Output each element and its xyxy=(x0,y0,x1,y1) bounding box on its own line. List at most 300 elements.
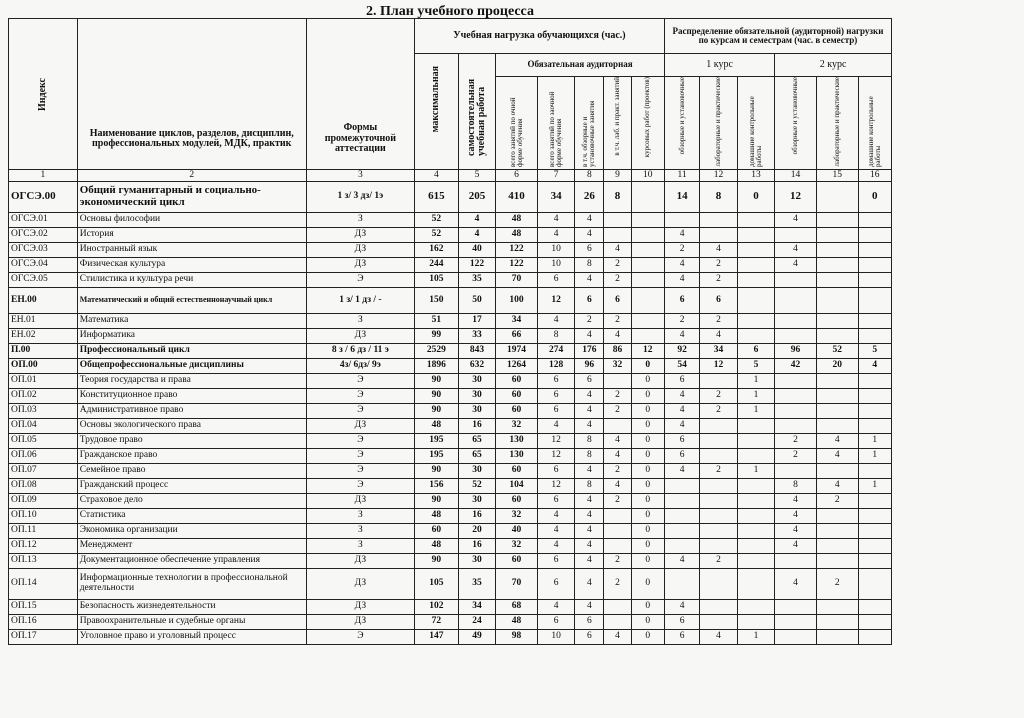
row-value: 162 xyxy=(415,243,459,258)
column-number: 10 xyxy=(631,170,664,182)
row-value xyxy=(816,273,858,288)
row-form: ДЗ xyxy=(306,569,414,600)
row-value xyxy=(737,273,774,288)
row-value: 35 xyxy=(458,273,495,288)
column-number: 5 xyxy=(458,170,495,182)
row-value: 2 xyxy=(604,314,631,329)
row-value xyxy=(604,509,631,524)
row-value: 8 xyxy=(700,182,737,213)
row-index: ОП.12 xyxy=(9,539,78,554)
header-incl-lectures: в т.ч. обзорные и установочные занятия xyxy=(575,77,604,170)
column-number: 8 xyxy=(575,170,604,182)
row-value: 156 xyxy=(415,479,459,494)
header-load: Учебная нагрузка обучающихся (час.) xyxy=(415,19,665,54)
row-value xyxy=(700,228,737,243)
row-value: 4 xyxy=(604,243,631,258)
row-value: 4 xyxy=(816,449,858,464)
column-number: 16 xyxy=(858,170,891,182)
row-value: 102 xyxy=(415,600,459,615)
row-index: ОП.10 xyxy=(9,509,78,524)
row-value xyxy=(858,524,891,539)
row-value: 5 xyxy=(737,359,774,374)
row-value xyxy=(775,600,817,615)
row-value xyxy=(604,524,631,539)
row-value xyxy=(737,419,774,434)
row-form: З xyxy=(306,524,414,539)
row-value xyxy=(664,479,699,494)
row-value: 48 xyxy=(415,509,459,524)
row-form: Э xyxy=(306,449,414,464)
row-value: 32 xyxy=(604,359,631,374)
row-index: ОП.13 xyxy=(9,554,78,569)
row-value xyxy=(816,258,858,273)
page-title: 2. План учебного процесса xyxy=(366,4,534,19)
row-value: 4 xyxy=(575,404,604,419)
row-value: 0 xyxy=(631,569,664,600)
row-value xyxy=(816,524,858,539)
header-index: Индекс xyxy=(9,19,78,170)
row-value xyxy=(858,374,891,389)
row-value xyxy=(816,228,858,243)
row-form: ДЗ xyxy=(306,554,414,569)
row-value: 244 xyxy=(415,258,459,273)
table-row xyxy=(9,228,892,243)
row-value: 99 xyxy=(415,329,459,344)
row-value: 65 xyxy=(458,449,495,464)
row-value: 4 xyxy=(700,243,737,258)
header-course2: 2 курс xyxy=(775,54,892,77)
row-value: 60 xyxy=(496,554,538,569)
row-name: Математика xyxy=(77,314,306,329)
row-value xyxy=(664,509,699,524)
table-row xyxy=(9,344,892,359)
row-value: 176 xyxy=(575,344,604,359)
row-value: 2 xyxy=(700,464,737,479)
column-number: 6 xyxy=(496,170,538,182)
row-value: 2 xyxy=(700,314,737,329)
row-value: 2 xyxy=(604,554,631,569)
row-index: ОГСЭ.01 xyxy=(9,213,78,228)
row-form: Э xyxy=(306,630,414,645)
row-value: 6 xyxy=(537,273,574,288)
row-value: 1 xyxy=(737,464,774,479)
row-name: Правоохранительные и судебные органы xyxy=(77,615,306,630)
header-self: самостоятельная учебная работа xyxy=(458,54,495,170)
row-name: Безопасность жизнедеятельности xyxy=(77,600,306,615)
row-value: 2 xyxy=(700,273,737,288)
row-value: 4 xyxy=(664,600,699,615)
row-value xyxy=(737,554,774,569)
table-row xyxy=(9,509,892,524)
row-value xyxy=(737,494,774,509)
header-name: Наименование циклов, разделов, дисциплин, профессиональных модулей, МДК, практик xyxy=(77,19,306,170)
row-value: 86 xyxy=(604,344,631,359)
row-form: 1 з/ 3 дз/ 1э xyxy=(306,182,414,213)
table-row xyxy=(9,569,892,600)
row-value: 70 xyxy=(496,273,538,288)
row-name: Общий гуманитарный и социально-экономический цикл xyxy=(77,182,306,213)
header-coursework: курсовых работ (проектов) xyxy=(631,77,664,170)
row-value: 52 xyxy=(816,344,858,359)
table-row xyxy=(9,359,892,374)
row-value: 4 xyxy=(664,228,699,243)
row-value: 1896 xyxy=(415,359,459,374)
row-value xyxy=(737,569,774,600)
row-value: 2 xyxy=(700,404,737,419)
row-value: 4 xyxy=(664,419,699,434)
row-value: 4 xyxy=(816,479,858,494)
row-value xyxy=(700,600,737,615)
row-value: 195 xyxy=(415,449,459,464)
row-value: 105 xyxy=(415,273,459,288)
row-value: 4 xyxy=(775,258,817,273)
row-value: 843 xyxy=(458,344,495,359)
header-distribution: Распределение обязательной (аудиторной) нагрузки по курсам и семестрам (час. в семестр) xyxy=(664,19,891,54)
row-value: 35 xyxy=(458,569,495,600)
row-value: 32 xyxy=(496,509,538,524)
row-value: 8 xyxy=(575,449,604,464)
row-value: 128 xyxy=(537,359,574,374)
header-full-time: всего занятий по очной форме обучения xyxy=(496,77,538,170)
row-value: 90 xyxy=(415,494,459,509)
row-value: 8 xyxy=(604,182,631,213)
row-form: З xyxy=(306,509,414,524)
row-value: 0 xyxy=(858,182,891,213)
row-form: 1 з/ 1 дз / - xyxy=(306,288,414,314)
row-value xyxy=(775,615,817,630)
row-value: 14 xyxy=(664,182,699,213)
row-name: Экономика организации xyxy=(77,524,306,539)
row-value: 40 xyxy=(458,243,495,258)
row-value: 122 xyxy=(496,243,538,258)
row-value: 34 xyxy=(700,344,737,359)
row-value: 105 xyxy=(415,569,459,600)
row-name: Гражданское право xyxy=(77,449,306,464)
row-index: ЕН.01 xyxy=(9,314,78,329)
row-value xyxy=(604,539,631,554)
row-value: 6 xyxy=(537,389,574,404)
row-value: 4 xyxy=(775,539,817,554)
row-value xyxy=(816,329,858,344)
table-row xyxy=(9,630,892,645)
row-value: 4 xyxy=(575,213,604,228)
row-value: 2 xyxy=(604,404,631,419)
row-value xyxy=(816,182,858,213)
row-value xyxy=(816,243,858,258)
row-value: 10 xyxy=(537,258,574,273)
row-value: 52 xyxy=(458,479,495,494)
row-name: Информатика xyxy=(77,329,306,344)
row-value: 6 xyxy=(537,494,574,509)
row-value xyxy=(858,273,891,288)
row-value: 4 xyxy=(664,389,699,404)
row-value: 4 xyxy=(537,314,574,329)
row-value xyxy=(631,228,664,243)
row-value: 49 xyxy=(458,630,495,645)
row-value: 30 xyxy=(458,554,495,569)
row-value: 1 xyxy=(858,434,891,449)
row-value: 6 xyxy=(664,615,699,630)
row-value xyxy=(700,524,737,539)
row-value xyxy=(631,213,664,228)
row-value: 98 xyxy=(496,630,538,645)
row-value: 104 xyxy=(496,479,538,494)
row-value: 8 xyxy=(575,479,604,494)
row-value: 60 xyxy=(496,389,538,404)
row-value: 4 xyxy=(664,464,699,479)
row-value: 26 xyxy=(575,182,604,213)
row-value: 6 xyxy=(700,288,737,314)
row-value: 92 xyxy=(664,344,699,359)
row-value xyxy=(816,213,858,228)
row-value xyxy=(700,615,737,630)
row-value xyxy=(700,509,737,524)
row-value: 4 xyxy=(537,509,574,524)
table-row xyxy=(9,258,892,273)
row-value: 1 xyxy=(858,449,891,464)
row-value: 122 xyxy=(458,258,495,273)
row-value: 2 xyxy=(604,569,631,600)
row-value: 4 xyxy=(575,569,604,600)
row-value xyxy=(816,554,858,569)
column-number-row xyxy=(9,170,892,182)
row-value: 0 xyxy=(631,524,664,539)
row-value: 60 xyxy=(496,494,538,509)
row-value xyxy=(858,288,891,314)
row-value: 4 xyxy=(575,539,604,554)
row-value: 2 xyxy=(700,554,737,569)
column-number: 9 xyxy=(604,170,631,182)
table-row xyxy=(9,273,892,288)
row-value xyxy=(816,374,858,389)
table-row xyxy=(9,213,892,228)
row-form: 4з/ 6дз/ 9э xyxy=(306,359,414,374)
row-form: З xyxy=(306,539,414,554)
row-value: 60 xyxy=(496,374,538,389)
row-value: 0 xyxy=(631,374,664,389)
row-name: Профессиональный цикл xyxy=(77,344,306,359)
row-value xyxy=(737,479,774,494)
row-value: 4 xyxy=(575,273,604,288)
row-index: ЕН.00 xyxy=(9,288,78,314)
row-value: 16 xyxy=(458,539,495,554)
row-value xyxy=(816,539,858,554)
row-value: 1974 xyxy=(496,344,538,359)
row-value: 30 xyxy=(458,404,495,419)
row-value: 4 xyxy=(604,434,631,449)
header-part-time: всего занятий по заочной форме обучения xyxy=(537,77,574,170)
row-index: ОП.04 xyxy=(9,419,78,434)
row-value: 12 xyxy=(537,434,574,449)
row-value: 6 xyxy=(664,374,699,389)
row-value: 90 xyxy=(415,389,459,404)
table-row xyxy=(9,389,892,404)
row-form: ДЗ xyxy=(306,600,414,615)
row-value: 2 xyxy=(700,258,737,273)
row-value: 2 xyxy=(700,389,737,404)
row-value xyxy=(700,419,737,434)
row-value: 615 xyxy=(415,182,459,213)
row-value: 30 xyxy=(458,374,495,389)
row-value: 4 xyxy=(664,554,699,569)
row-value: 6 xyxy=(537,464,574,479)
row-value: 4 xyxy=(575,329,604,344)
row-value: 54 xyxy=(664,359,699,374)
row-form: Э xyxy=(306,374,414,389)
row-value: 8 xyxy=(575,258,604,273)
row-value: 90 xyxy=(415,464,459,479)
row-value: 0 xyxy=(631,600,664,615)
row-value: 12 xyxy=(537,288,574,314)
row-value: 2 xyxy=(604,494,631,509)
row-index: ОП.01 xyxy=(9,374,78,389)
row-value: 10 xyxy=(537,243,574,258)
row-value: 4 xyxy=(664,258,699,273)
row-value xyxy=(775,389,817,404)
row-value xyxy=(631,314,664,329)
row-value xyxy=(737,228,774,243)
row-value xyxy=(631,273,664,288)
row-value: 4 xyxy=(775,494,817,509)
row-form: ДЗ xyxy=(306,494,414,509)
row-value: 20 xyxy=(458,524,495,539)
row-value xyxy=(737,449,774,464)
row-value xyxy=(700,479,737,494)
table-row xyxy=(9,449,892,464)
row-value: 6 xyxy=(664,449,699,464)
row-value: 72 xyxy=(415,615,459,630)
row-value xyxy=(858,554,891,569)
row-value xyxy=(775,464,817,479)
row-value: 6 xyxy=(537,569,574,600)
row-value xyxy=(775,329,817,344)
row-value xyxy=(700,569,737,600)
row-value: 4 xyxy=(775,509,817,524)
row-value: 4 xyxy=(664,273,699,288)
row-value: 6 xyxy=(575,630,604,645)
row-value: 34 xyxy=(496,314,538,329)
row-value xyxy=(816,419,858,434)
row-value: 30 xyxy=(458,389,495,404)
row-value xyxy=(858,419,891,434)
row-form: ДЗ xyxy=(306,243,414,258)
row-value xyxy=(858,509,891,524)
row-value: 8 xyxy=(775,479,817,494)
row-value: 4 xyxy=(664,404,699,419)
row-value: 0 xyxy=(631,509,664,524)
row-value xyxy=(737,539,774,554)
row-value xyxy=(631,288,664,314)
row-value xyxy=(700,213,737,228)
row-value: 6 xyxy=(575,243,604,258)
row-value: 16 xyxy=(458,419,495,434)
row-value xyxy=(700,449,737,464)
row-value: 4 xyxy=(458,213,495,228)
row-value: 48 xyxy=(496,213,538,228)
row-value xyxy=(816,600,858,615)
row-index: ОГСЭ.04 xyxy=(9,258,78,273)
row-value: 34 xyxy=(537,182,574,213)
row-value: 0 xyxy=(631,404,664,419)
row-value: 96 xyxy=(575,359,604,374)
row-value: 1 xyxy=(737,630,774,645)
row-value xyxy=(858,228,891,243)
row-value: 4 xyxy=(858,359,891,374)
row-value: 2 xyxy=(604,389,631,404)
row-value: 12 xyxy=(700,359,737,374)
row-value: 10 xyxy=(537,630,574,645)
row-value: 8 xyxy=(575,434,604,449)
row-value xyxy=(631,329,664,344)
row-value: 96 xyxy=(775,344,817,359)
row-value: 2 xyxy=(816,569,858,600)
row-value: 4 xyxy=(604,630,631,645)
header-max: максимальная xyxy=(415,54,459,170)
row-value: 130 xyxy=(496,434,538,449)
row-value: 122 xyxy=(496,258,538,273)
row-value: 52 xyxy=(415,213,459,228)
row-value: 60 xyxy=(496,464,538,479)
row-form: ДЗ xyxy=(306,329,414,344)
row-value: 4 xyxy=(575,419,604,434)
row-value xyxy=(737,288,774,314)
row-value xyxy=(631,182,664,213)
row-value: 1 xyxy=(737,404,774,419)
row-value: 4 xyxy=(575,509,604,524)
row-value xyxy=(700,434,737,449)
row-value xyxy=(775,554,817,569)
row-value: 12 xyxy=(537,479,574,494)
row-value: 70 xyxy=(496,569,538,600)
row-value: 632 xyxy=(458,359,495,374)
row-value: 32 xyxy=(496,539,538,554)
row-form: Э xyxy=(306,479,414,494)
row-index: ОП.17 xyxy=(9,630,78,645)
row-value xyxy=(858,494,891,509)
row-value: 2 xyxy=(775,434,817,449)
row-value: 4 xyxy=(816,434,858,449)
row-value: 60 xyxy=(496,404,538,419)
row-value xyxy=(816,464,858,479)
row-form: Э xyxy=(306,389,414,404)
row-name: Основы философии xyxy=(77,213,306,228)
row-value xyxy=(816,509,858,524)
row-form: 8 з / 6 дз / 11 э xyxy=(306,344,414,359)
row-value: 6 xyxy=(537,615,574,630)
row-form: ДЗ xyxy=(306,419,414,434)
row-value: 2 xyxy=(816,494,858,509)
row-value xyxy=(604,374,631,389)
row-value: 4 xyxy=(537,228,574,243)
row-value: 4 xyxy=(575,389,604,404)
row-value xyxy=(858,539,891,554)
row-value: 6 xyxy=(664,630,699,645)
row-value xyxy=(631,258,664,273)
column-number: 4 xyxy=(415,170,459,182)
row-value: 12 xyxy=(631,344,664,359)
row-value: 6 xyxy=(575,288,604,314)
table-row xyxy=(9,374,892,389)
row-value: 30 xyxy=(458,494,495,509)
table-row xyxy=(9,615,892,630)
row-form: Э xyxy=(306,404,414,419)
row-value: 17 xyxy=(458,314,495,329)
row-value xyxy=(604,615,631,630)
row-value: 0 xyxy=(631,494,664,509)
row-value: 274 xyxy=(537,344,574,359)
header-c1-lect: обзорные и установочные xyxy=(664,77,699,170)
row-value: 90 xyxy=(415,404,459,419)
